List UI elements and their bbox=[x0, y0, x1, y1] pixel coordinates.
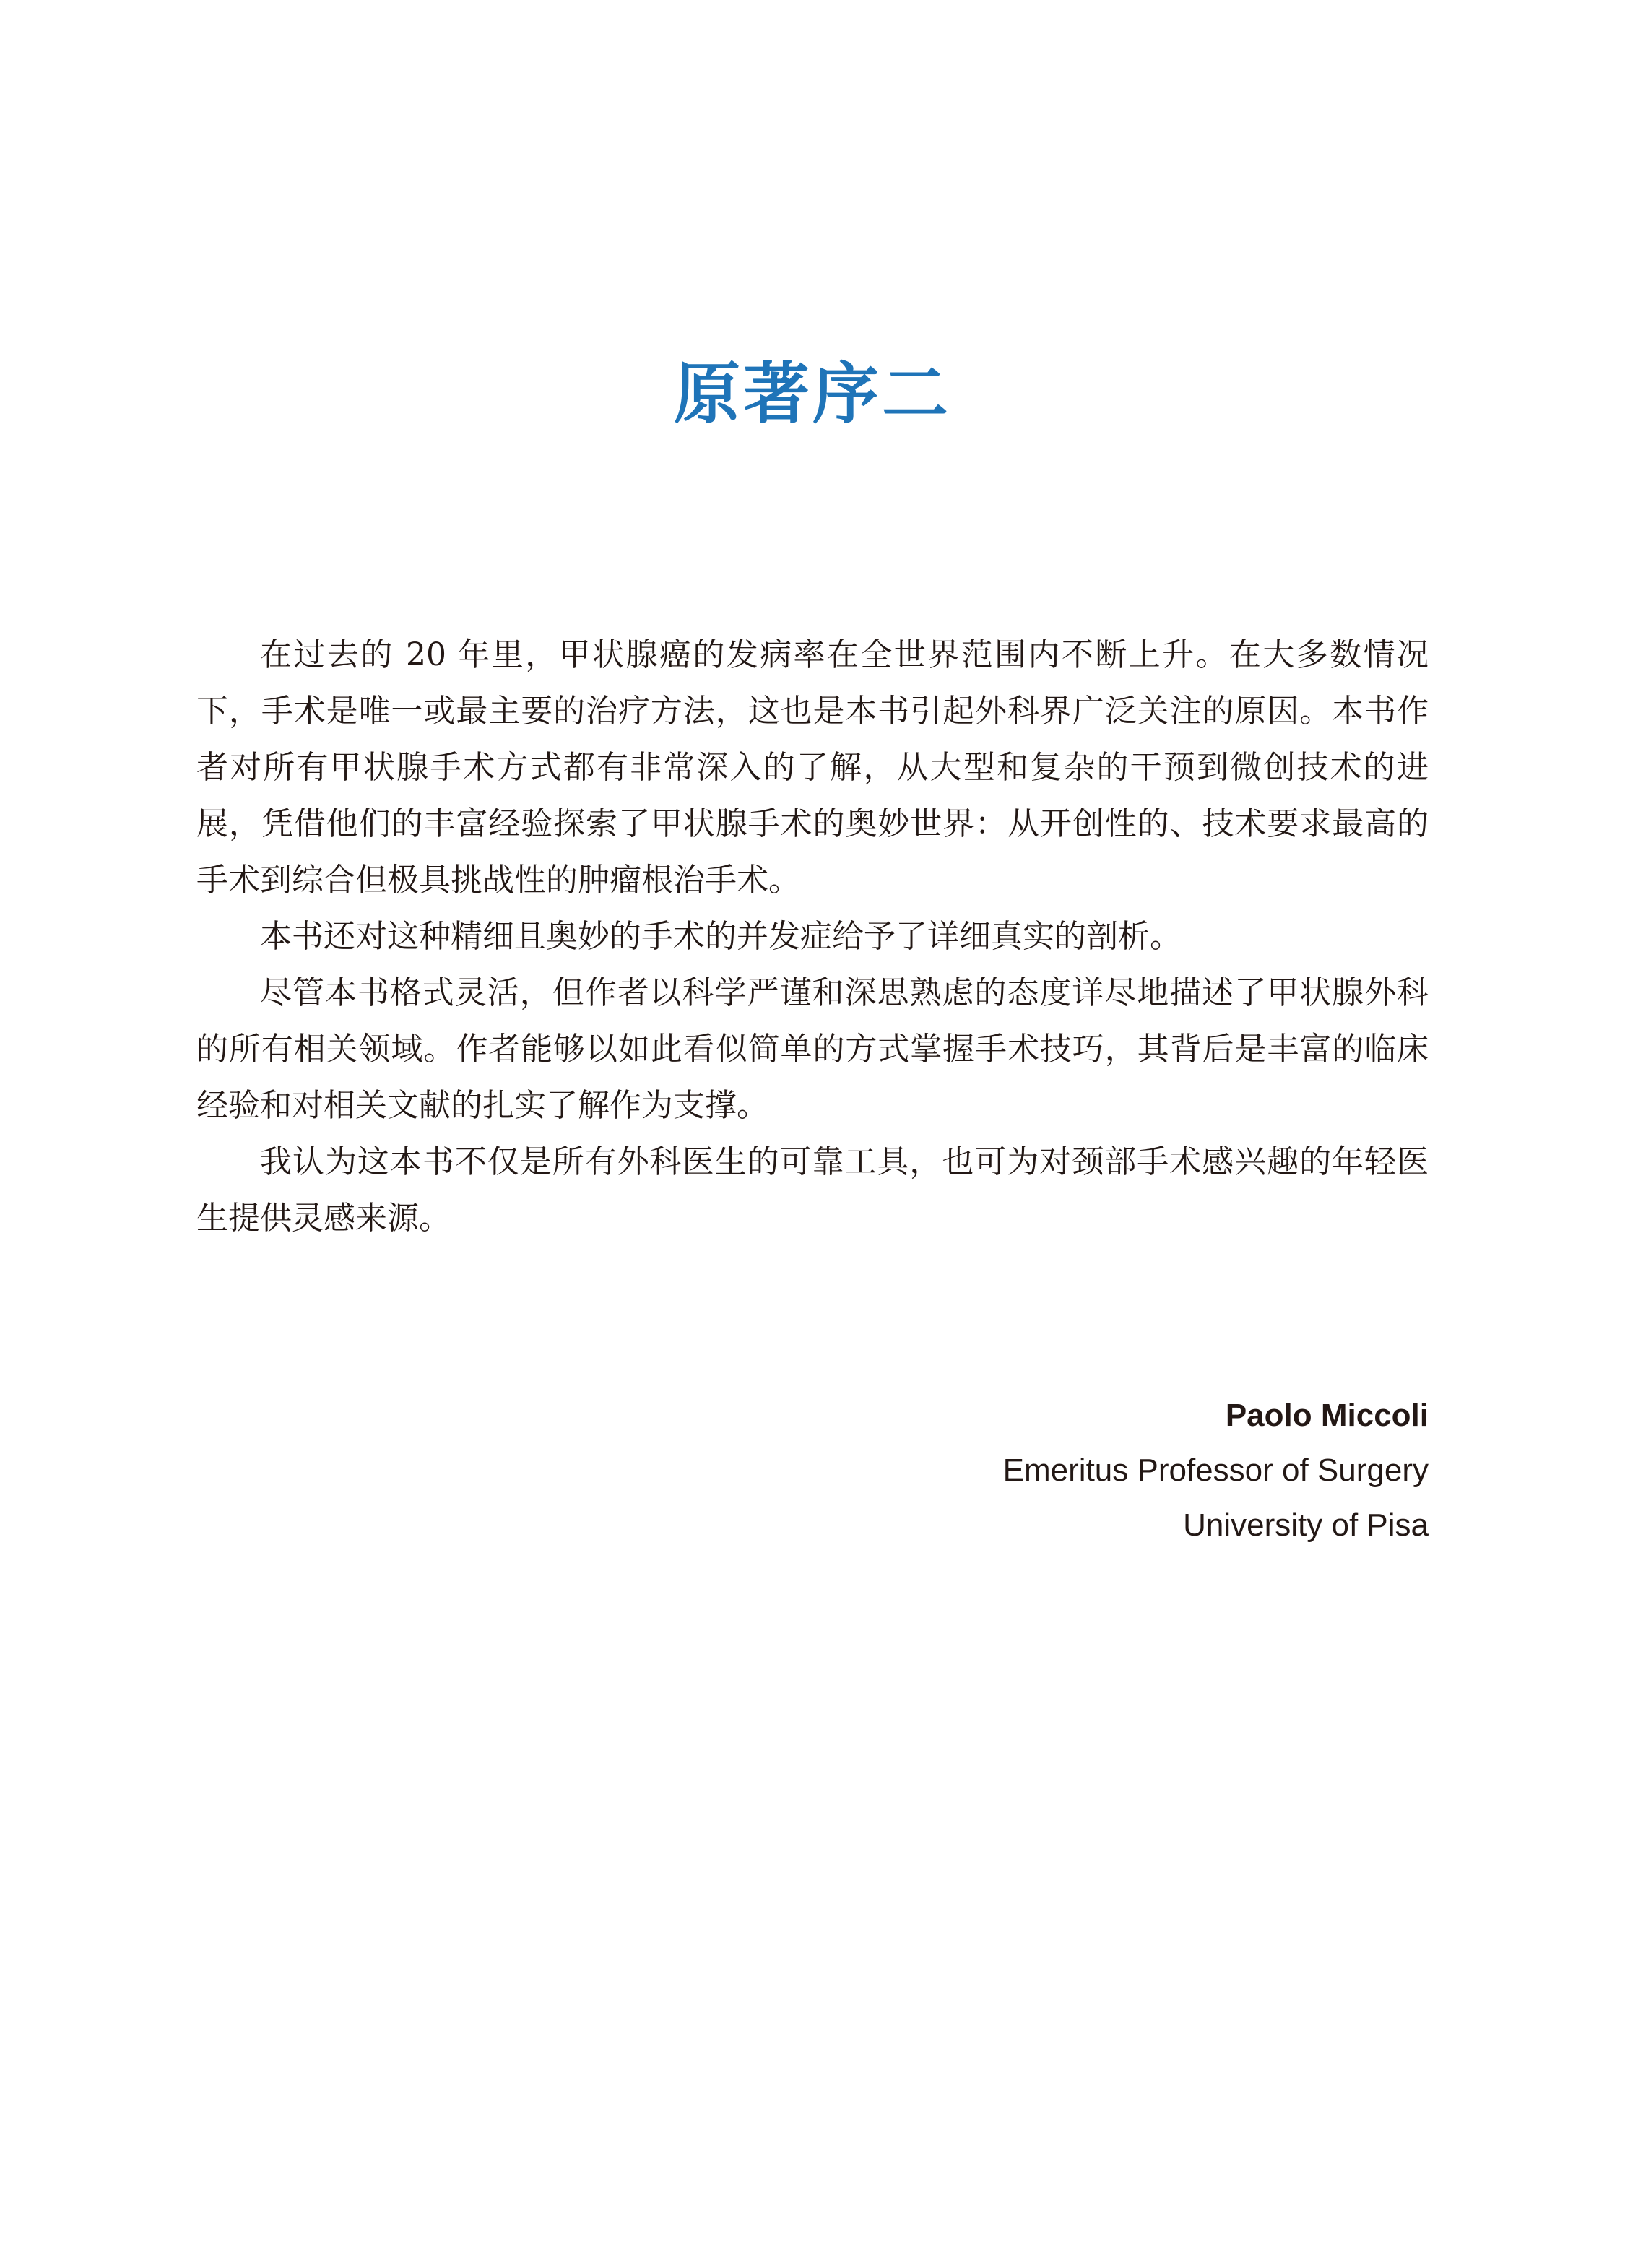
paragraph: 在过去的 20 年里，甲状腺癌的发病率在全世界范围内不断上升。在大多数情况下，手术是唯一或最主要的治疗方法，这也是本书引起外科界广泛关注的原因。本书作者对所有甲状腺手术方式都有非常深入的了解，从大型和复杂的干预到微创技术的进展，凭借他们的丰富经验探索了甲状腺手术的奥妙世界：从开创性的、技术要求最高的手术到综合但极具挑战性的肿瘤根治手术。 bbox=[196, 636, 1429, 899]
page-title: 原著序二 bbox=[673, 355, 951, 433]
preface-body bbox=[196, 627, 1429, 1247]
author-position: Emeritus Professor of Surgery bbox=[1002, 1453, 1429, 1488]
author-name: Paolo Miccoli bbox=[1225, 1398, 1429, 1433]
paragraph: 本书还对这种精细且奥妙的手术的并发症给予了详细真实的剖析。 bbox=[260, 918, 1182, 955]
author-affiliation: University of Pisa bbox=[1183, 1507, 1429, 1543]
paragraph: 我认为这本书不仅是所有外科医生的可靠工具，也可为对颈部手术感兴趣的年轻医生提供灵感来源。 bbox=[196, 1143, 1429, 1237]
paragraph: 尽管本书格式灵活，但作者以科学严谨和深思熟虑的态度详尽地描述了甲状腺外科的所有相关领域。作者能够以如此看似简单的方式掌握手术技巧，其背后是丰富的临床经验和对相关文献的扎实了解作为支撑。 bbox=[196, 974, 1429, 1124]
signature-block bbox=[1003, 1388, 1429, 1553]
